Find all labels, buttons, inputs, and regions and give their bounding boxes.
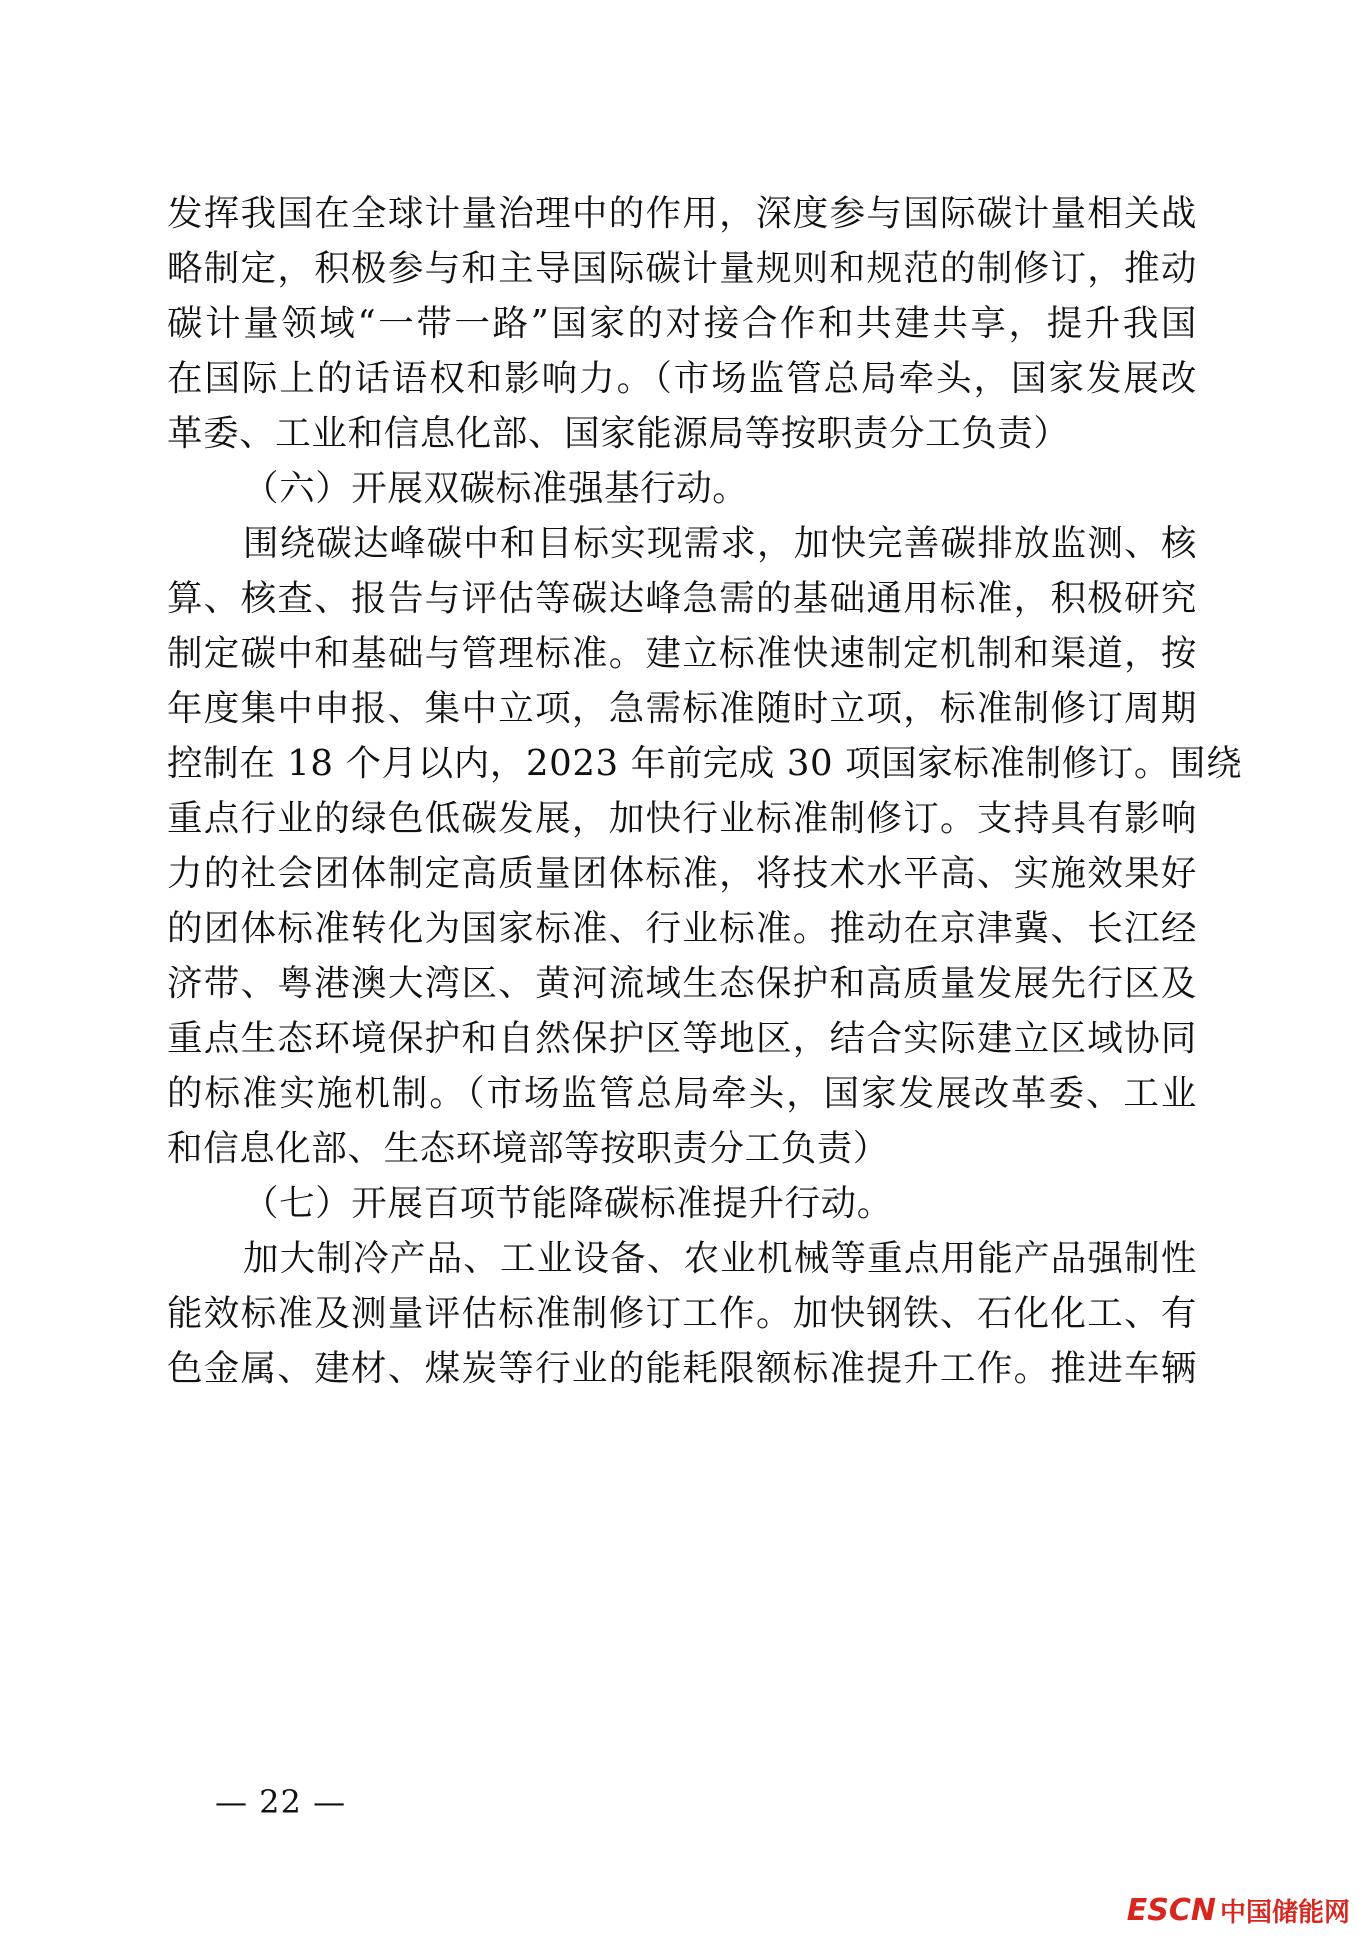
body-line: 制定碳中和基础与管理标准。建立标准快速制定机制和渠道，按 [167,633,1197,674]
body-line: 重点生态环境保护和自然保护区等地区，结合实际建立区域协同 [167,1018,1197,1059]
body-line: 重点行业的绿色低碳发展，加快行业标准制修订。支持具有影响 [167,798,1197,839]
body-line: 色金属、建材、煤炭等行业的能耗限额标准提升工作。推进车辆 [167,1348,1197,1389]
body-line: 在国际上的话语权和影响力。（市场监管总局牵头，国家发展改 [167,358,1197,399]
body-line: 力的社会团体制定高质量团体标准，将技术水平高、实施效果好 [167,853,1197,894]
body-line: 发挥我国在全球计量治理中的作用，深度参与国际碳计量相关战 [167,193,1197,234]
body-line: 加大制冷产品、工业设备、农业机械等重点用能产品强制性 [243,1238,1197,1279]
watermark-chinese: 中国储能网 [1219,1897,1350,1928]
body-line: 略制定，积极参与和主导国际碳计量规则和规范的制修订，推动 [167,248,1197,289]
body-line: 济带、粤港澳大湾区、黄河流域生态保护和高质量发展先行区及 [167,963,1197,1004]
body-line: 碳计量领域“一带一路”国家的对接合作和共建共享，提升我国 [167,303,1197,344]
escn-watermark-logo [1127,1890,1350,1930]
body-line: 控制在 18 个月以内，2023 年前完成 30 项国家标准制修订。围绕 [167,743,1243,784]
body-line: 年度集中申报、集中立项，急需标准随时立项，标准制修订周期 [167,688,1197,729]
body-line: 围绕碳达峰碳中和目标实现需求，加快完善碳排放监测、核 [243,523,1197,564]
page-number: — 22 — [215,1783,347,1821]
body-line: 的标准实施机制。（市场监管总局牵头，国家发展改革委、工业 [167,1073,1197,1114]
section-heading: （六）开展双碳标准强基行动。 [243,468,749,509]
body-line: 能效标准及测量评估标准制修订工作。加快钢铁、石化化工、有 [167,1293,1197,1334]
body-line: 革委、工业和信息化部、国家能源局等按职责分工负责） [167,413,1070,454]
watermark-latin: ESCN [1126,1892,1216,1928]
body-line: 的团体标准转化为国家标准、行业标准。推动在京津冀、长江经 [167,908,1197,949]
body-line: 和信息化部、生态环境部等按职责分工负责） [167,1128,890,1169]
section-heading: （七）开展百项节能降碳标准提升行动。 [243,1183,893,1224]
body-line: 算、核查、报告与评估等碳达峰急需的基础通用标准，积极研究 [167,578,1197,619]
